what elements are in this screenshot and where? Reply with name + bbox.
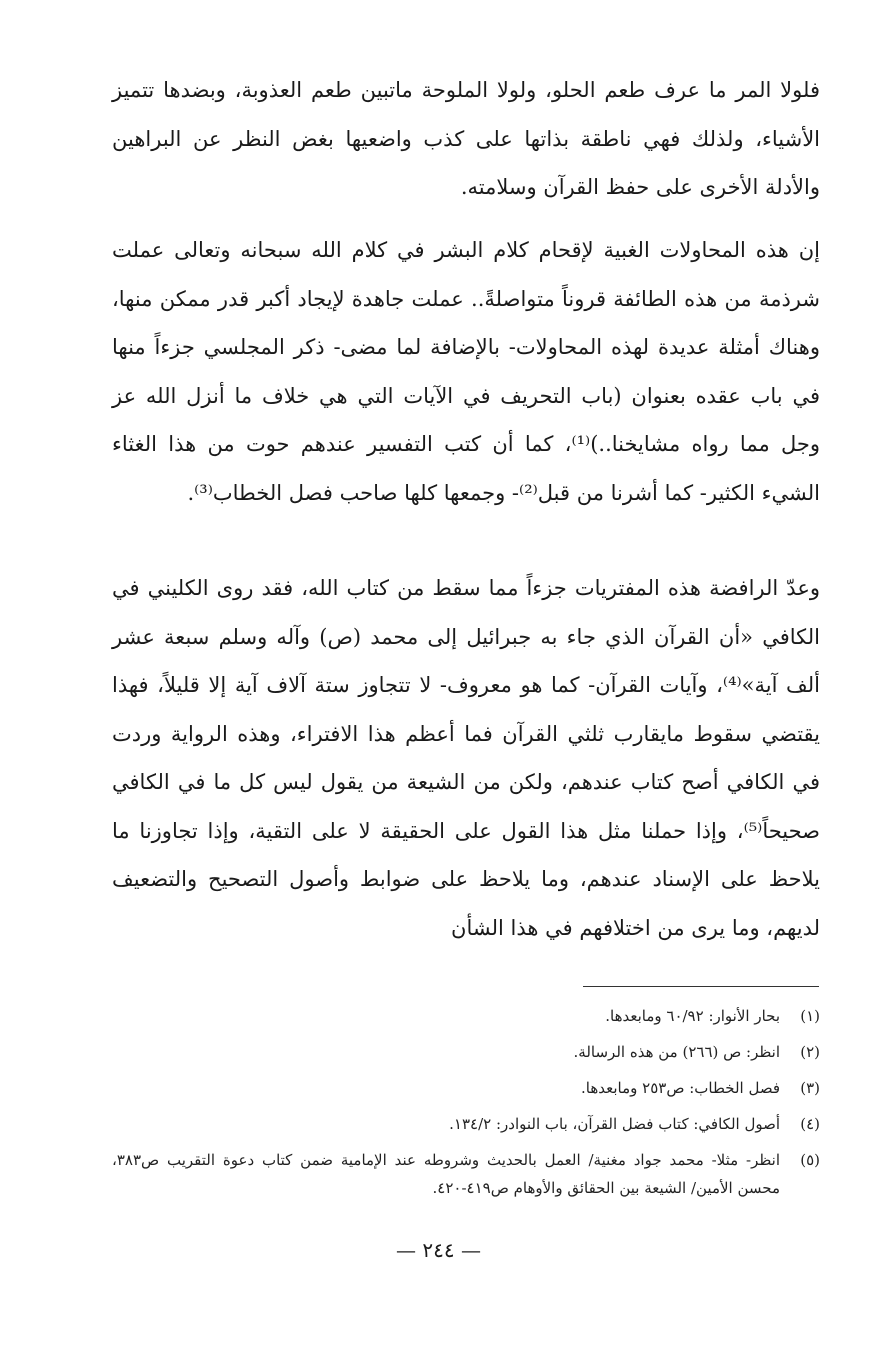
footnote-text: أصول الكافي: كتاب فضل القرآن، باب النوادر: ١٣٤/٢.	[449, 1115, 780, 1133]
footnote-text: فصل الخطاب: ص٢٥٣ ومابعدها.	[580, 1079, 780, 1097]
footnotes	[112, 1002, 820, 1210]
footnote-3	[112, 1074, 820, 1102]
footnote-2	[112, 1038, 820, 1066]
footnote-text: انظر: ص (٢٦٦) من هذه الرسالة.	[573, 1043, 780, 1061]
footnote-number: (٣)	[800, 1079, 820, 1097]
footnote-number: (٥)	[800, 1151, 820, 1169]
footnote-number: (٤)	[800, 1115, 820, 1133]
footnote-divider	[583, 986, 819, 987]
paragraph-1-text: فلولا المر ما عرف طعم الحلو، ولولا الملوحة ماتبين طعم العذوبة، وبضدها تتميز الأشياء، ولذلك فهي ناطقة بذاتها على كذب واضعيها بغض النظر عن البراهين والأدلة الأخرى على حفظ القرآن وسلامته.	[112, 78, 820, 199]
footnote-number: (٢)	[800, 1043, 820, 1061]
footnote-5	[112, 1146, 820, 1202]
footnote-1	[112, 1002, 820, 1030]
page-number: — ٢٤٤ —	[396, 1238, 481, 1262]
footnote-4	[112, 1110, 820, 1138]
footnote-text: بحار الأنوار: ٦٠/٩٢ ومابعدها.	[605, 1007, 780, 1025]
footnote-number: (١)	[800, 1007, 820, 1025]
paragraph-3	[112, 564, 820, 952]
paragraph-1	[112, 66, 820, 212]
paragraph-2-text: إن هذه المحاولات الغبية لإقحام كلام البشر في كلام الله سبحانه وتعالى عملت شرذمة من هذه الطائفة قروناً متواصلةً.. عملت جاهدة لإيجاد أكبر قدر ممكن منها، وهناك أمثلة عديدة لهذه المحاولات- بالإضافة لما مضى- ذكر المجلسي جزءاً منها في باب عقده بعنوان (باب التحريف في الآيات التي هي خلاف ما أنزل الله عز وجل مما رواه مشايخنا..)⁽¹⁾، كما أن كتب التفسير عندهم حوت من هذا الغثاء الشيء الكثير- كما أشرنا من قبل⁽²⁾- وجمعها كلها صاحب فصل الخطاب⁽³⁾.	[112, 238, 820, 505]
paragraph-3-text: وعدّ الرافضة هذه المفتريات جزءاً مما سقط من كتاب الله، فقد روى الكليني في الكافي «أن القرآن الذي جاء به جبرائيل إلى محمد (ص) وآله وسلم سبعة عشر ألف آية»⁽⁴⁾، وآيات القرآن- كما هو معروف- لا تتجاوز ستة آلاف آية إلا قليلاً، فهذا يقتضي سقوط مايقارب ثلثي القرآن فما أعظم هذا الافتراء، وهذه الرواية وردت في الكافي أصح كتاب عندهم، ولكن من الشيعة من يقول ليس كل ما في الكافي صحيحاً⁽⁵⁾، وإذا حملنا مثل هذا القول على الحقيقة لا على التقية، وإذا تجاوزنا ما يلاحظ على الإسناد عندهم، وما يلاحظ على ضوابط وأصول التصحيح والتضعيف لديهم، وما يرى من اختلافهم في هذا الشأن	[112, 576, 820, 940]
paragraph-2	[112, 226, 820, 517]
footnote-text: انظر- مثلا- محمد جواد مغنية/ العمل بالحديث وشروطه عند الإمامية ضمن كتاب دعوة التقريب ص٣٨٣، محسن الأمين/ الشيعة بين الحقائق والأوهام ص٤١٩-٤٢٠.	[112, 1151, 780, 1197]
